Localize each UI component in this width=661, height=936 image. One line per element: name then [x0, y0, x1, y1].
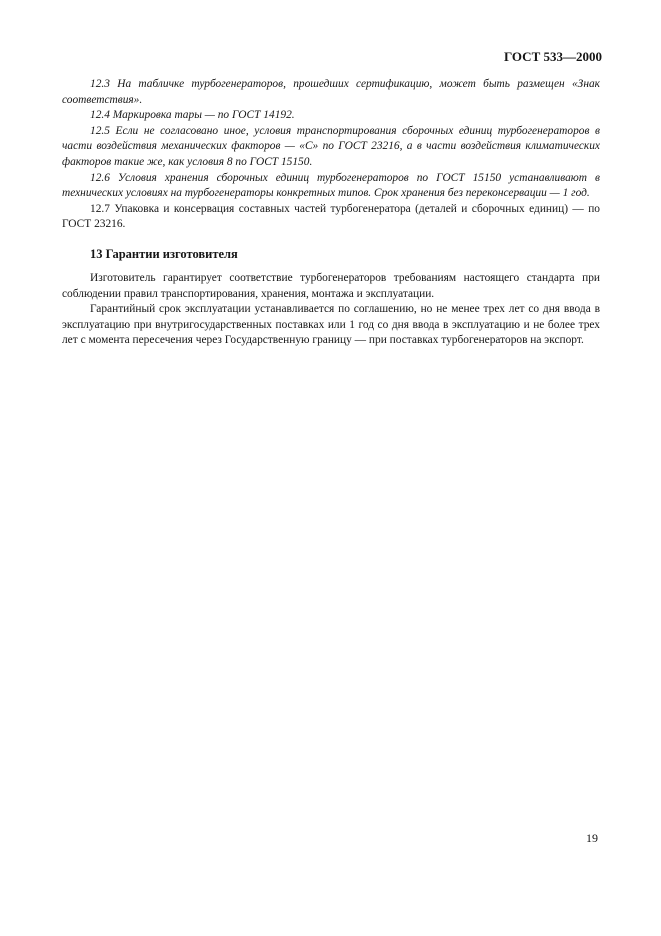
clause-12-6: 12.6 Условия хранения сборочных единиц турбогенераторов по ГОСТ 15150 устанавливают в технических условиях на турбогенераторы конкретных типов. Срок хранения без переконсервации — 1 год. [62, 171, 600, 200]
clause-12-5: 12.5 Если не согласовано иное, условия транспортирования сборочных единиц турбогенераторов в части воздействия механических факторов — «С» по ГОСТ 23216, а в части воздействия климатических факторов такие же, как условия 8 по ГОСТ 15150. [62, 124, 600, 168]
section-13-paragraph-2: Гарантийный срок эксплуатации устанавливается по соглашению, но не менее трех лет со дня ввода в эксплуатацию при внутригосударственных поставках или 1 год со дня ввода в эксплуатацию и не более трех лет с момента пересечения через Государственную границу — при поставках турбогенераторов на экспорт. [62, 303, 600, 347]
section-13-paragraph-1: Изготовитель гарантирует соответствие турбогенераторов требованиям настоящего стандарта при соблюдении правил транспортирования, хранения, монтажа и эксплуатации. [62, 271, 600, 300]
clause-12-3: 12.3 На табличке турбогенераторов, прошедших сертификацию, может быть размещен «Знак соответствия». [62, 78, 600, 106]
clause-12-4: 12.4 Маркировка тары — по ГОСТ 14192. [90, 109, 295, 122]
section-13-title: 13 Гарантии изготовителя [90, 246, 238, 261]
page-number: 19 [586, 831, 598, 845]
document-body [62, 77, 600, 349]
document-header: ГОСТ 533—2000 [503, 49, 602, 64]
clause-12-7: 12.7 Упаковка и консервация составных частей турбогенератора (деталей и сборочных единиц) — по ГОСТ 23216. [62, 202, 600, 231]
